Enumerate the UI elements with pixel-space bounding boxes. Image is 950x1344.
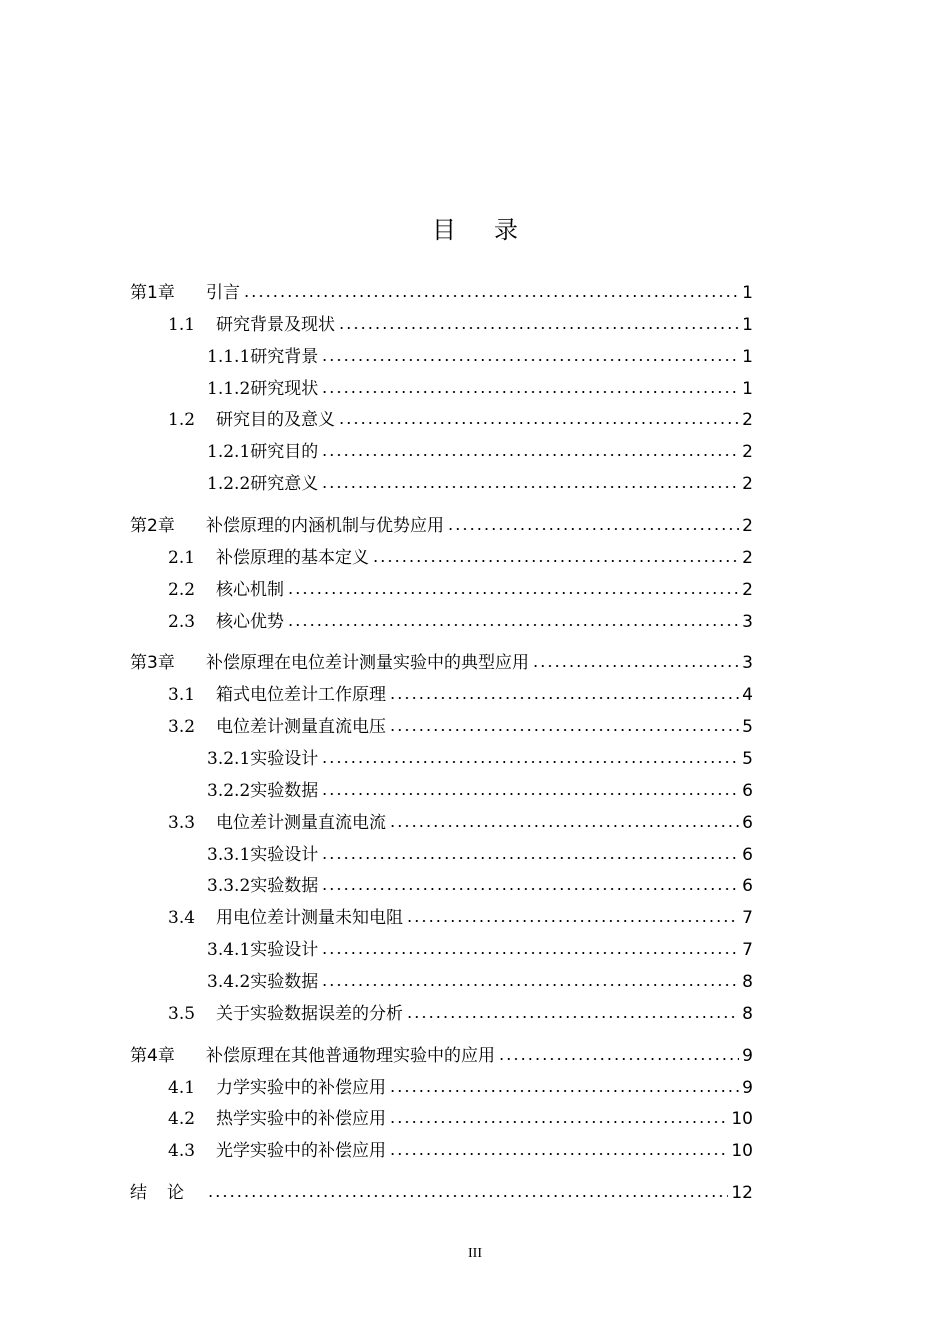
toc-entry[interactable] xyxy=(168,1104,753,1130)
toc-entry[interactable] xyxy=(207,374,753,400)
toc-entry-number: 4.1 xyxy=(168,1078,196,1098)
toc-dot-leader xyxy=(338,409,739,425)
toc-entry[interactable] xyxy=(207,744,753,770)
toc-entry-label: 实验设计 xyxy=(250,940,319,960)
toc-entry[interactable] xyxy=(207,437,753,463)
toc-entry-number: 3.2 xyxy=(168,717,196,737)
toc-dot-leader xyxy=(532,652,739,668)
toc-entry-label: 研究意义 xyxy=(250,474,319,494)
toc-entry-label: 补偿原理的基本定义 xyxy=(216,548,369,568)
toc-dot-leader xyxy=(287,611,739,627)
toc-entry-number: 1.1.1 xyxy=(207,347,251,367)
toc-entry-label: 光学实验中的补偿应用 xyxy=(216,1141,386,1161)
toc-entry-label: 研究目的及意义 xyxy=(216,410,335,430)
toc-entry-page: 6 xyxy=(742,876,753,896)
toc-entry[interactable] xyxy=(168,712,753,738)
toc-entry-label: 引言 xyxy=(206,283,240,303)
toc-dot-leader xyxy=(389,684,739,700)
toc-entry[interactable] xyxy=(207,840,753,866)
toc-entry[interactable] xyxy=(168,808,753,834)
toc-entry-label: 用电位差计测量未知电阻 xyxy=(216,908,403,928)
toc-entry-page: 8 xyxy=(742,972,753,992)
toc-entry[interactable] xyxy=(168,1073,753,1099)
toc-entry-page: 5 xyxy=(742,717,753,737)
toc-dot-leader xyxy=(389,1140,728,1156)
toc-entry-number: 3.3.2 xyxy=(207,876,251,896)
toc-entry-number: 3.3 xyxy=(168,813,196,833)
toc-entry-number: 1.2.2 xyxy=(207,474,251,494)
toc-entry-page: 6 xyxy=(742,813,753,833)
toc-title: 目录 xyxy=(432,216,556,244)
toc-entry-number: 第2章 xyxy=(130,516,175,536)
toc-entry-label: 实验设计 xyxy=(250,749,319,769)
toc-dot-leader xyxy=(321,441,739,457)
toc-entry-page: 2 xyxy=(742,442,753,462)
toc-entry-number: 2.1 xyxy=(168,548,196,568)
toc-entry-number: 4.2 xyxy=(168,1109,196,1129)
toc-entry-page: 12 xyxy=(731,1183,753,1203)
toc-entry-page: 3 xyxy=(742,612,753,632)
toc-dot-leader xyxy=(321,473,739,489)
toc-entry-page: 1 xyxy=(742,315,753,335)
toc-entry-page: 4 xyxy=(742,685,753,705)
toc-entry-page: 2 xyxy=(742,548,753,568)
toc-dot-leader xyxy=(321,748,739,764)
toc-entry-label: 补偿原理的内涵机制与优势应用 xyxy=(206,516,444,536)
toc-entry-page: 2 xyxy=(742,410,753,430)
toc-entry-label: 实验数据 xyxy=(250,781,319,801)
toc-entry[interactable] xyxy=(168,999,753,1025)
toc-entry[interactable] xyxy=(207,871,753,897)
toc-entry-number: 第1章 xyxy=(130,283,175,303)
toc-entry-page: 1 xyxy=(742,379,753,399)
toc-dot-leader xyxy=(321,939,739,955)
toc-entry-page: 5 xyxy=(742,749,753,769)
toc-entry-label: 热学实验中的补偿应用 xyxy=(216,1109,386,1129)
toc-entry-page: 8 xyxy=(742,1004,753,1024)
toc-entry-page: 1 xyxy=(742,347,753,367)
toc-dot-leader xyxy=(338,314,739,330)
toc-entry[interactable] xyxy=(207,935,753,961)
toc-dot-leader xyxy=(321,780,739,796)
toc-entry[interactable] xyxy=(130,1178,753,1204)
toc-entry[interactable] xyxy=(207,342,753,368)
toc-entry-label: 关于实验数据误差的分析 xyxy=(216,1004,403,1024)
toc-entry-label: 力学实验中的补偿应用 xyxy=(216,1078,386,1098)
toc-entry-label: 实验数据 xyxy=(250,972,319,992)
toc-entry-number: 3.2.1 xyxy=(207,749,251,769)
toc-entry[interactable] xyxy=(130,511,753,537)
toc-entry-number: 3.4.2 xyxy=(207,972,251,992)
toc-dot-leader xyxy=(372,547,739,563)
toc-entry-page: 2 xyxy=(742,516,753,536)
toc-dot-leader xyxy=(406,907,739,923)
toc-entry[interactable] xyxy=(130,278,753,304)
toc-entry-label: 研究现状 xyxy=(250,379,319,399)
toc-dot-leader xyxy=(389,716,739,732)
toc-entry-label: 电位差计测量直流电压 xyxy=(216,717,386,737)
toc-dot-leader xyxy=(406,1003,739,1019)
toc-entry-label: 研究目的 xyxy=(250,442,319,462)
toc-entry-number: 1.1.2 xyxy=(207,379,251,399)
toc-entry-number: 3.2.2 xyxy=(207,781,251,801)
toc-entry-label: 补偿原理在电位差计测量实验中的典型应用 xyxy=(206,653,529,673)
toc-dot-leader xyxy=(389,1108,728,1124)
toc-entry-number: 2.3 xyxy=(168,612,196,632)
toc-entry-page: 1 xyxy=(742,283,753,303)
toc-entry-page: 10 xyxy=(731,1141,753,1161)
toc-entry[interactable] xyxy=(168,310,753,336)
toc-entry-label: 电位差计测量直流电流 xyxy=(216,813,386,833)
toc-entry[interactable] xyxy=(168,1136,753,1162)
toc-entry[interactable] xyxy=(168,575,753,601)
toc-entry-number: 1.1 xyxy=(168,315,196,335)
toc-entry-page: 6 xyxy=(742,845,753,865)
toc-entry-number: 第3章 xyxy=(130,653,175,673)
toc-entry-page: 2 xyxy=(742,474,753,494)
toc-entry-page: 10 xyxy=(731,1109,753,1129)
toc-dot-leader xyxy=(447,515,739,531)
toc-entry-label: 补偿原理在其他普通物理实验中的应用 xyxy=(206,1046,495,1066)
toc-entry[interactable] xyxy=(168,543,753,569)
toc-dot-leader xyxy=(321,875,739,891)
toc-entry[interactable] xyxy=(168,903,753,929)
toc-entry[interactable] xyxy=(207,469,753,495)
toc-entry-number: 3.4.1 xyxy=(207,940,251,960)
toc-dot-leader xyxy=(389,812,739,828)
toc-entry-label: 研究背景 xyxy=(250,347,319,367)
toc-entry-number: 1.2 xyxy=(168,410,196,430)
toc-entry-page: 6 xyxy=(742,781,753,801)
toc-dot-leader xyxy=(287,579,739,595)
toc-entry[interactable] xyxy=(207,967,753,993)
toc-entry-label: 研究背景及现状 xyxy=(216,315,335,335)
toc-entry[interactable] xyxy=(168,405,753,431)
toc-entry-page: 7 xyxy=(742,908,753,928)
toc-entry-number: 3.5 xyxy=(168,1004,196,1024)
toc-entry-page: 9 xyxy=(742,1078,753,1098)
toc-entry-number: 3.3.1 xyxy=(207,845,251,865)
toc-entry-page: 9 xyxy=(742,1046,753,1066)
toc-entry[interactable] xyxy=(168,607,753,633)
toc-entry-number: 第4章 xyxy=(130,1046,175,1066)
toc-entry-label: 实验数据 xyxy=(250,876,319,896)
page-number-footer: III xyxy=(468,1246,482,1261)
toc-dot-leader xyxy=(321,346,739,362)
toc-dot-leader xyxy=(243,282,739,298)
toc-entry-number: 3.1 xyxy=(168,685,196,705)
toc-dot-leader xyxy=(321,378,739,394)
toc-entry[interactable] xyxy=(130,648,753,674)
toc-dot-leader xyxy=(498,1045,739,1061)
toc-dot-leader xyxy=(321,844,739,860)
toc-entry[interactable] xyxy=(168,680,753,706)
toc-entry-page: 2 xyxy=(742,580,753,600)
toc-dot-leader xyxy=(321,971,739,987)
toc-entry-number: 4.3 xyxy=(168,1141,196,1161)
toc-dot-leader xyxy=(389,1077,739,1093)
toc-entry-number: 结论 xyxy=(130,1183,204,1203)
toc-entry-number: 2.2 xyxy=(168,580,196,600)
toc-entry-number: 3.4 xyxy=(168,908,196,928)
toc-entry-number: 1.2.1 xyxy=(207,442,251,462)
toc-entry-page: 3 xyxy=(742,653,753,673)
toc-entry[interactable] xyxy=(207,776,753,802)
toc-entry[interactable] xyxy=(130,1041,753,1067)
toc-entry-label: 核心机制 xyxy=(216,580,284,600)
toc-entry-label: 核心优势 xyxy=(216,612,284,632)
toc-entry-label: 箱式电位差计工作原理 xyxy=(216,685,386,705)
toc-entry-label: 实验设计 xyxy=(250,845,319,865)
toc-entry-page: 7 xyxy=(742,940,753,960)
toc-dot-leader xyxy=(207,1182,728,1198)
